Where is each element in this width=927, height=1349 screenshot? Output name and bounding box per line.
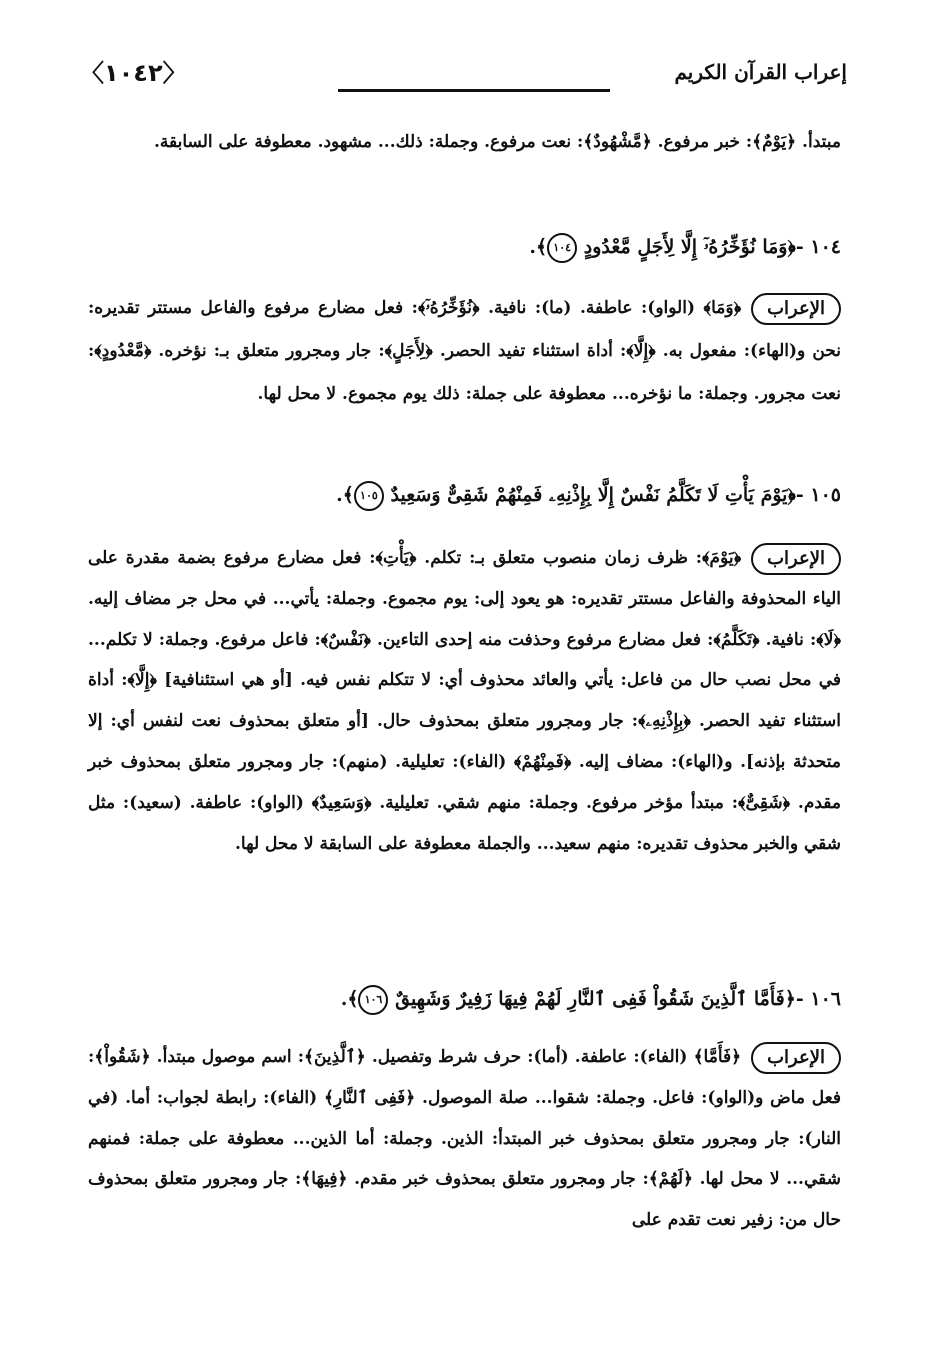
running-title: إعراب القرآن الكريم (674, 60, 847, 84)
ayah-number-104: ١٠٤ (547, 233, 577, 263)
verse-105-close: ﴾. (336, 484, 354, 506)
page-number-bracket-right: 〉 (162, 59, 187, 87)
i3rab-label-106: الإعراب (751, 1042, 841, 1074)
i3rab-105 (88, 538, 841, 864)
header-rule (338, 89, 610, 92)
verse-106-close: ﴾. (340, 988, 359, 1010)
verse-104 (88, 222, 841, 272)
i3rab-104-text: ﴿وَمَا﴾ (الواو): عاطفة. (ما): نافية. ﴿نُؤَخِّرُهُۥٓ﴾: فعل مضارع مرفوع والفاعل مستتر تقديره: نحن و(الهاء): مفعول به. ﴿إِلَّا﴾: أداة استثناء تفيد الحصر. ﴿لِأَجَلٍ﴾: جار ومجرور متعلق بـ: نؤخره. ﴿مَّعْدُودٍ﴾: نعت مجرور. وجملة: ما نؤخره... معطوفة على جملة: ذلك يوم مجموع. لا محل لها. (88, 298, 841, 404)
i3rab-label-104: الإعراب (751, 293, 841, 325)
ayah-number-105: ١٠٥ (354, 481, 384, 511)
i3rab-105-text: ﴿يَوْمَ﴾: ظرف زمان منصوب متعلق بـ: تكلم. ﴿يَأْتِ﴾: فعل مضارع مرفوع بضمة مقدرة على الياء المحذوفة والفاعل مستتر تقديره: هو يعود إلى: يوم مجموع. وجملة: يأتي... في محل جر مضاف إليه. ﴿لَا﴾: نافية. ﴿تَكَلَّمُ﴾: فعل مضارع مرفوع وحذفت منه إحدى التاءين. ﴿نَفْسٌ﴾: فاعل مرفوع. وجملة: لا تكلم... في محل نصب حال من فاعل: يأتي والعائد محذوف أي: لا تتكلم نفس فيه. [أو هي استئنافية] ﴿إِلَّا﴾: أداة استثناء تفيد الحصر. ﴿بِإِذْنِهِۦ﴾: جار ومجرور متعلق بمحذوف حال. [أو متعلق بمحذوف نعت لنفس أي: إلا متحدثة بإذنه]. و(الهاء): مضاف إليه. ﴿فَمِنْهُمْ﴾ (الفاء): تعليلية. (منهم): جار ومجرور متعلق بمحذوف خبر مقدم. ﴿شَقِىٌّ﴾: مبتدأ مؤخر مرفوع. وجملة: منهم شقي. تعليلية. ﴿وَسَعِيدٌ﴾ (الواو): عاطفة. (سعيد): مثل شقي والخبر محذوف تقديره: منهم سعيد... والجملة معطوفة على السابقة لا محل لها. (88, 548, 841, 854)
verse-104-text: ١٠٤ -﴿وَمَا نُؤَخِّرُهُۥٓ إِلَّا لِأَجَلٍ مَّعْدُودٍ (583, 236, 841, 258)
ayah-number-106: ١٠٦ (358, 985, 388, 1015)
verse-106-text: ١٠٦ -﴿فَأَمَّا ٱلَّذِينَ شَقُواْ فَفِى ٱلنَّارِ لَهُمْ فِيهَا زَفِيرٌ وَشَهِيقٌ (395, 988, 841, 1010)
verse-106 (88, 974, 841, 1024)
verse-104-close: ﴾. (529, 236, 548, 258)
page-number (80, 55, 187, 91)
i3rab-104 (88, 287, 841, 416)
paragraph-continuation: مبتدأ. ﴿يَوْمٌ﴾: خبر مرفوع. ﴿مَّشْهُودٌ﴾: نعت مرفوع. وجملة: ذلك... مشهود. معطوفة على السابقة. (153, 132, 841, 152)
verse-105-text: ١٠٥ -﴿يَوْمَ يَأْتِ لَا تَكَلَّمُ نَفْسٌ إِلَّا بِإِذْنِهِۦ فَمِنْهُمْ شَقِىٌّ وَسَعِيدٌ (390, 484, 841, 506)
page-number-value: ١٠٤٢ (104, 59, 163, 87)
i3rab-106-text: ﴿فَأَمَّا﴾ (الفاء): عاطفة. (أما): حرف شرط وتفصيل. ﴿ٱلَّذِينَ﴾: اسم موصول مبتدأ. ﴿شَقُواْ﴾: فعل ماض و(الواو): فاعل. وجملة: شقوا... صلة الموصول. ﴿فَفِى ٱلنَّارِ﴾ (الفاء): رابطة لجواب: أما. (في النار): جار ومجرور متعلق بمحذوف خبر المبتدأ: الذين. وجملة: أما الذين... معطوفة على جملة: فمنهم شقي... لا محل لها. ﴿لَهُمْ﴾: جار ومجرور متعلق بمحذوف خبر مقدم. ﴿فِيهَا﴾: جار ومجرور متعلق بمحذوف حال من: زفير نعت تقدم على (88, 1047, 841, 1231)
page-header (80, 55, 847, 95)
page-number-bracket-left: 〈 (80, 59, 104, 87)
i3rab-label-105: الإعراب (751, 543, 841, 575)
verse-105 (88, 470, 841, 520)
i3rab-106 (88, 1037, 841, 1241)
